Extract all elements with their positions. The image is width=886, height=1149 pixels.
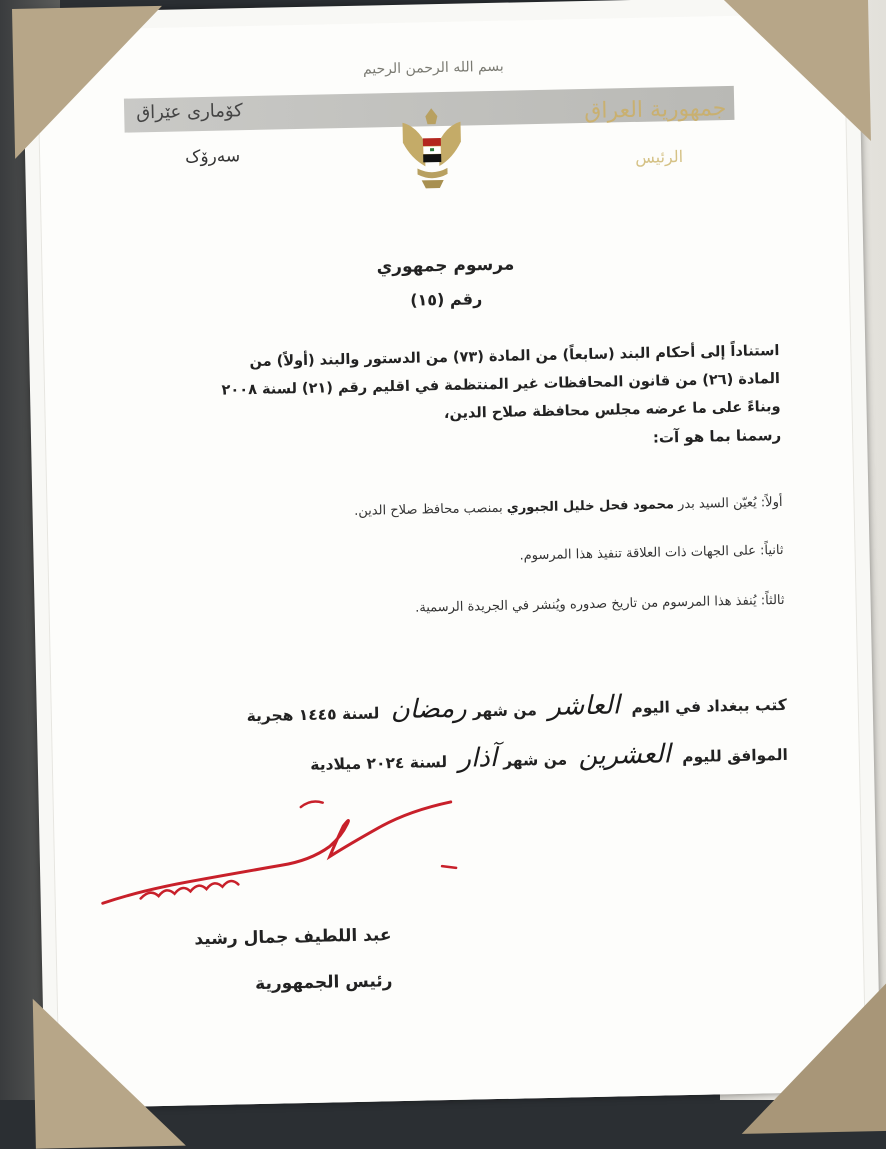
handwritten-day: العاشر [547, 690, 621, 722]
decree-document [22, 0, 881, 1109]
arabic-letterhead-sub: الرئيس [635, 146, 684, 167]
handwritten-month: رمضان [390, 693, 468, 726]
kurdish-letterhead: کۆماری عێراق [135, 100, 243, 124]
dateline-text: من شهر [502, 750, 568, 770]
gold-corner-top-left [12, 6, 165, 159]
clause-third: ثالثاً: يُنفذ هذا المرسوم من تاريخ صدوره ويُنشر في الجريدة الرسمية. [415, 592, 785, 616]
handwritten-month: آذار [458, 742, 498, 774]
preamble-line: استناداً إلى أحكام البند (سابعاً) من المادة (٧٣) من الدستور والبند (أولاً) من [249, 342, 780, 371]
decree-preamble [139, 337, 781, 462]
dateline-text: لسنة ٢٠٢٤ ميلادية [310, 753, 448, 774]
gold-corner-top-right [718, 0, 871, 144]
preamble-line: المادة (٢٦) من قانون المحافظات غير المنتظمة في اقليم رقم (٢١) لسنة ٢٠٠٨ [221, 370, 781, 399]
clause-first-prefix: أولاً: يُعيّن السيد بدر [673, 494, 783, 513]
dateline-text: كتب ببغداد في اليوم [631, 695, 787, 718]
basmala: بسم الله الرحمن الرحيم [362, 58, 504, 78]
dateline-text: من شهر [472, 701, 537, 721]
kurdish-letterhead-sub: سەرۆک [184, 146, 241, 168]
decree-number: رقم (١٥) [410, 289, 483, 310]
signatory-name: عبد اللطيف جمال رشيد [194, 925, 392, 950]
appointee-name: محمود فحل خليل الجبوري [506, 497, 675, 516]
red-signature [78, 784, 461, 922]
arabic-letterhead: جمهورية العراق [584, 96, 727, 124]
clause-second: ثانياً: على الجهات ذات العلاقة تنفيذ هذا المرسوم. [519, 542, 784, 564]
gold-corner-bottom-right [739, 981, 886, 1134]
handwritten-day: العشرين [578, 739, 672, 772]
signatory-title: رئيس الجمهورية [254, 971, 393, 995]
dateline-text: لسنة ١٤٤٥ هجرية [246, 704, 380, 726]
gold-corner-bottom-left [33, 996, 186, 1149]
preamble-line: رسمنا بما هو آت: [652, 425, 782, 447]
dateline-text: الموافق لليوم [682, 745, 788, 767]
iraq-eagle-emblem [396, 101, 468, 194]
decree-title: مرسوم جمهوري [376, 254, 515, 278]
clause-first-suffix: بمنصب محافظ صلاح الدين. [353, 500, 507, 519]
preamble-line: وبناءً على ما عرضه مجلس محافظة صلاح الدين، [443, 398, 781, 423]
